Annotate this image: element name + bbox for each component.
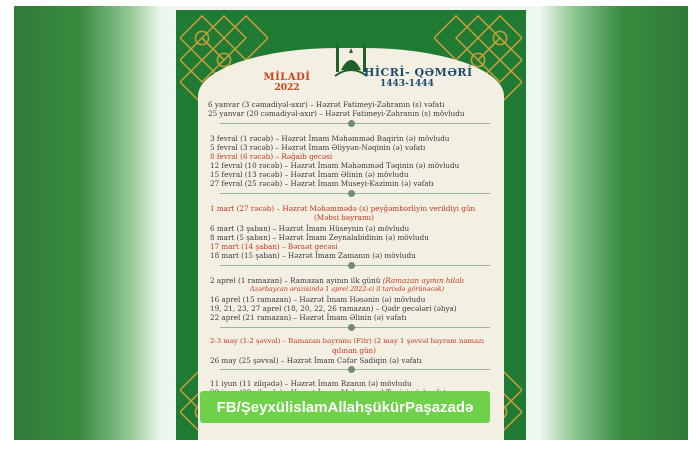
separator-dot-icon — [348, 120, 355, 127]
event-line-highlight: 8 fevral (6 rəcəb) – Rəğaib gecəsi — [210, 152, 333, 161]
event-line: 11 iyun (11 zilqədə) – Həzrət İmam Rzanın (ə) mövludu — [210, 379, 412, 388]
event-line: 16 aprel (15 ramazan) – Həzrət İmam Həsənin (ə) mövludu — [210, 295, 426, 304]
separator — [220, 327, 490, 328]
hijri-header — [364, 66, 474, 89]
event-line-highlight: 17 mart (14 şaban) – Bəraət gecəsi — [210, 242, 338, 251]
event-line-highlight: qılınan gün) — [332, 346, 376, 355]
gregorian-header — [232, 72, 342, 93]
event-line: 18 mart (15 şaban) – Həzrət İmam Zamanın (ə) mövludu — [210, 251, 416, 260]
gregorian-year: 2022 — [274, 83, 300, 93]
event-line: 26 may (25 şəvval) – Həzrət İmam Cəfər Sadiqin (ə) vəfatı — [210, 356, 422, 365]
event-line: 8 mart (5 şaban) – Həzrət İmam Zeynalabidinin (ə) mövludu — [210, 233, 429, 242]
event-line: 15 fevral (13 rəcəb) – Həzrət İmam Əlinin (ə) mövludu — [210, 170, 409, 179]
hijri-title: HİCRİ- QƏMƏRİ — [364, 66, 473, 79]
event-line: 19, 21, 23, 27 aprel (18, 20, 22, 26 ramazan) – Qədr gecələri (əhya) — [210, 304, 457, 313]
hijri-years: 1443-1444 — [380, 79, 434, 89]
separator-dot-icon — [348, 262, 355, 269]
calendar-poster — [176, 10, 526, 440]
event-text: 2 aprel (1 ramazan) – Ramazan ayının ilk günü — [210, 276, 381, 285]
separator — [220, 265, 490, 266]
event-line: 6 yanvar (3 cəmadiyəl-axır) – Həzrət Fatimeyi-Zəhranın (s) vəfatı — [208, 100, 445, 109]
event-note: (Ramazan ayının hilalı — [382, 276, 464, 285]
event-line-highlight: (Məbsi bayramı) — [314, 213, 374, 222]
event-line: 3 fevral (1 rəcəb) – Həzrət İmam Məhəmməd Baqirin (ə) mövludu — [210, 134, 450, 143]
event-line-highlight: 1 mart (27 rəcəb) – Həzrət Məhəmmədə (s) peyğəmbərliyin verildiyi gün — [210, 204, 476, 213]
separator-dot-icon — [348, 190, 355, 197]
event-line — [210, 276, 510, 285]
event-line: 12 fevral (10 rəcəb) – Həzrət İmam Məhəmməd Təqinin (ə) mövludu — [210, 161, 460, 170]
separator — [220, 193, 490, 194]
separator — [220, 123, 490, 124]
gregorian-title: MİLADİ — [263, 72, 311, 83]
separator-dot-icon — [348, 366, 355, 373]
event-line-highlight: Azərbaycan ərazisində 1 aprel 2022-ci il tarixdə görünəcək) — [250, 285, 445, 293]
event-line: 6 mart (3 şaban) – Həzrət İmam Hüseynin (ə) mövludu — [210, 224, 410, 233]
event-line-highlight: 2-3 may (1-2 şəvval) – Ramazan bayramı (Fitr) (2 may 1 şəvvəl bayram namazı — [210, 337, 485, 345]
event-line: 25 yanvar (20 cəmadiyəl-axır) – Həzrət Fatimeyi-Zəhranın (s) mövludu — [208, 109, 465, 118]
event-line: 27 fevral (25 rəcəb) – Həzrət İmam Museyi-Kazimin (ə) vəfatı — [210, 179, 434, 188]
event-line: 22 aprel (21 ramazan) – Həzrət İmam Əlinin (ə) vəfatı — [210, 313, 407, 322]
photo — [14, 6, 688, 440]
facebook-source-banner: FB/ŞeyxülislamAllahşükürPaşazadə — [200, 391, 490, 423]
separator-dot-icon — [348, 324, 355, 331]
event-line: 5 fevral (3 rəcəb) – Həzrət İmam Əliyyən-Nəqinin (ə) vəfatı — [210, 143, 426, 152]
separator — [220, 369, 490, 370]
